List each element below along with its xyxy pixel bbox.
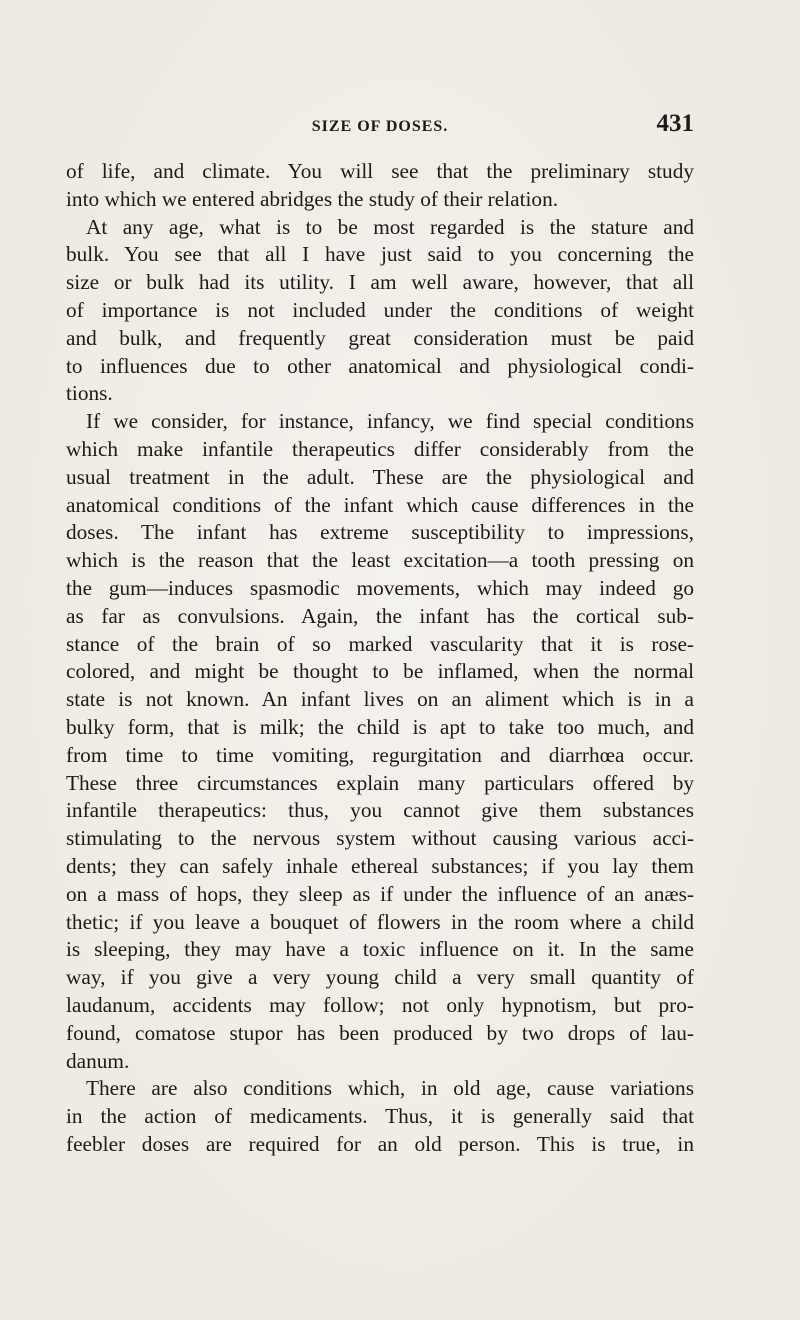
text-line: on a mass of hops, they sleep as if under the influence of an anæs- xyxy=(66,881,694,906)
text-line: is sleeping, they may have a toxic influence on it. In the same xyxy=(66,937,694,962)
text-line: state is not known. An infant lives on an aliment which is in a xyxy=(66,687,694,712)
text-line: dents; they can safely inhale ethereal substances; if you lay them xyxy=(66,853,694,878)
text-line: These three circumstances explain many particulars offered by xyxy=(66,770,694,795)
text-line: bulk. You see that all I have just said to you concerning the xyxy=(66,242,694,267)
text-line: the gum—induces spasmodic movements, which may indeed go xyxy=(66,575,694,600)
text-line: There are also conditions which, in old age, cause variations xyxy=(86,1076,694,1101)
text-line: in the action of medicaments. Thus, it is generally said that xyxy=(66,1104,694,1129)
text-line: usual treatment in the adult. These are the physiological and xyxy=(66,464,694,489)
text-line: as far as convulsions. Again, the infant has the cortical sub- xyxy=(66,603,694,628)
text-line: from time to time vomiting, regurgitation and diarrhœa occur. xyxy=(66,742,694,767)
text-line: of importance is not included under the conditions of weight xyxy=(66,297,694,322)
text-line: colored, and might be thought to be inflamed, when the normal xyxy=(66,659,694,684)
text-line: doses. The infant has extreme susceptibility to impressions, xyxy=(66,520,694,545)
text-line: way, if you give a very young child a very small quantity of xyxy=(66,965,694,990)
text-line: infantile therapeutics: thus, you cannot give them substances xyxy=(66,798,694,823)
text-line: laudanum, accidents may follow; not only hypnotism, but pro- xyxy=(66,992,694,1017)
text-line: of life, and climate. You will see that the preliminary study xyxy=(66,159,694,183)
text-line: which make infantile therapeutics differ considerably from the xyxy=(66,436,694,461)
running-head: SIZE OF DOSES. xyxy=(311,118,449,135)
text-line: and bulk, and frequently great consideration must be paid xyxy=(66,325,694,350)
text-line: bulky form, that is milk; the child is apt to take too much, and xyxy=(66,714,694,739)
text-line: thetic; if you leave a bouquet of flowers in the room where a child xyxy=(66,909,694,934)
text-line: stimulating to the nervous system without causing various acci- xyxy=(66,826,694,851)
page-header xyxy=(66,110,694,138)
text-line: feebler doses are required for an old person. This is true, in xyxy=(66,1131,694,1156)
text-line: tions. xyxy=(66,381,113,406)
text-line: If we consider, for instance, infancy, we find special conditions xyxy=(86,409,694,434)
text-line: danum. xyxy=(66,1048,130,1073)
page-number: 431 xyxy=(656,110,694,137)
text-line: stance of the brain of so marked vascularity that it is rose- xyxy=(66,631,694,656)
body-text xyxy=(66,158,694,1159)
text-line: which is the reason that the least excitation—a tooth pressing on xyxy=(66,548,694,573)
text-line: to influences due to other anatomical and physiological condi- xyxy=(66,353,694,378)
text-line: size or bulk had its utility. I am well aware, however, that all xyxy=(66,270,694,295)
text-line: anatomical conditions of the infant which cause differences in the xyxy=(66,492,694,517)
text-line: found, comatose stupor has been produced by two drops of lau- xyxy=(66,1020,694,1045)
text-line: At any age, what is to be most regarded is the stature and xyxy=(86,214,694,239)
text-line: into which we entered abridges the study of their relation. xyxy=(66,186,559,211)
